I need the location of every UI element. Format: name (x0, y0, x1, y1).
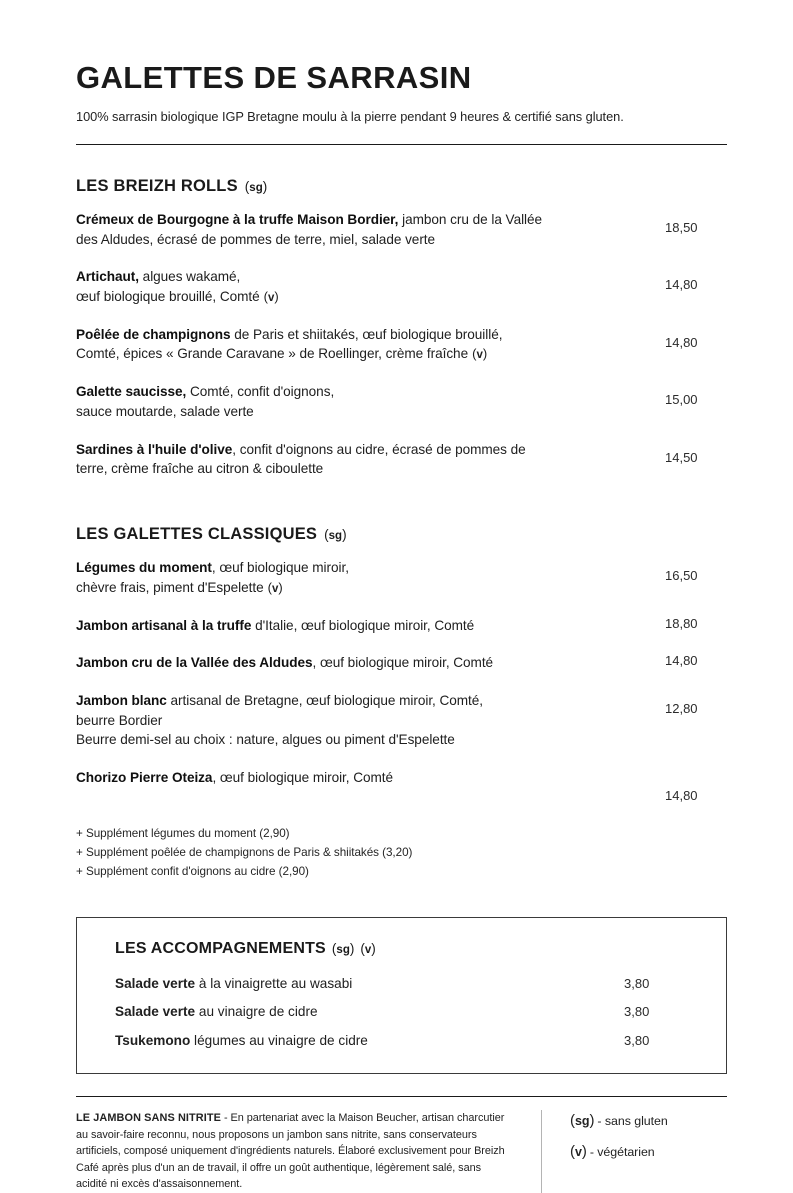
menu-item-desc: jambon cru de la Vallée (398, 211, 543, 227)
menu-item-line (76, 691, 647, 711)
menu-item-name: Jambon artisanal à la truffe (76, 617, 252, 633)
menu-item-text (76, 616, 665, 636)
jambon-note-title: LE JAMBON SANS NITRITE (76, 1112, 221, 1125)
menu-item (76, 440, 727, 479)
accompagnement-row (115, 1002, 696, 1022)
jambon-sans-nitrite-note (76, 1110, 541, 1193)
menu-item-line: beurre Bordier (76, 712, 163, 728)
menu-item-line (76, 382, 647, 402)
supplements-list (76, 825, 727, 882)
accompagnement-text (115, 1002, 624, 1022)
menu-item-desc: , confit d'oignons au cidre, écrasé de pommes de (232, 441, 526, 457)
menu-item-line: chèvre frais, piment d'Espelette (v) (76, 579, 283, 595)
menu-item-text (76, 558, 665, 598)
sans-gluten-icon: (sg) (570, 1112, 595, 1130)
vegetarian-tag: (v) (472, 346, 488, 362)
vegetarian-tag: (v) (263, 288, 279, 304)
menu-item-name: Chorizo Pierre Oteiza (76, 770, 213, 786)
accompagnement-desc: à la vinaigrette au wasabi (195, 976, 353, 992)
accompagnement-desc: au vinaigre de cidre (195, 1004, 318, 1020)
menu-item-text (76, 691, 665, 750)
menu-item-price: 18,80 (665, 615, 698, 631)
sans-gluten-tag: (sg) (331, 941, 355, 957)
menu-item (76, 558, 727, 598)
section-heading (76, 525, 727, 544)
menu-item-name: Artichaut, (76, 269, 139, 285)
vegetarian-tag: (v) (267, 579, 283, 595)
accompagnements-heading-label: LES ACCOMPAGNEMENTS (115, 940, 326, 958)
vegetarian-tag: (v) (360, 941, 376, 957)
sans-gluten-tag: (sg) (324, 527, 347, 543)
menu-item-name: Crémeux de Bourgogne à la truffe Maison Bordier, (76, 211, 399, 227)
menu-item-desc: artisanal de Bretagne, œuf biologique miroir, Comté, (166, 693, 484, 709)
menu-item (76, 267, 727, 307)
accompagnement-text (115, 1031, 624, 1051)
accompagnement-price: 3,80 (624, 1032, 650, 1048)
menu-item (76, 382, 727, 421)
legend-label: - sans gluten (597, 1114, 668, 1129)
menu-item-desc: , œuf biologique miroir, Comté (212, 770, 394, 786)
menu-item-line: terre, crème fraîche au citron & ciboulette (76, 461, 324, 477)
section-breizh-rolls (76, 177, 727, 479)
jambon-note-body: - En partenariat avec la Maison Beucher, artisan charcutier au savoir-faire reconnu, nous proposons un jambon sans nitrite, sans conservateurs artificiels, composé uniquement d'ingrédients naturels. Élaboré exclusivement pour Breizh Café après plus d'un an de travail, il offre un goût authentique, légèrement salé, sans acidité ni excès d'assaisonnement. (76, 1112, 505, 1191)
menu-item-line: sauce moutarde, salade verte (76, 404, 254, 420)
menu-item-line: Beurre demi-sel au choix : nature, algues ou piment d'Espelette (76, 732, 455, 748)
menu-item-line (76, 267, 647, 287)
accompagnement-row (115, 974, 696, 994)
menu-item-price: 12,80 (665, 701, 698, 717)
menu-item-desc: de Paris et shiitakés, œuf biologique brouillé, (230, 326, 503, 342)
menu-item-desc: Comté, confit d'oignons, (186, 384, 335, 400)
footer (76, 1110, 727, 1193)
menu-item-line (76, 558, 647, 578)
legend-row-sans-gluten (570, 1112, 727, 1129)
menu-item (76, 691, 727, 750)
accompagnement-text (115, 974, 624, 994)
supplement-item: + Supplément confit d'oignons au cidre (2,90) (76, 865, 309, 879)
legend-row-vegetarien (570, 1143, 727, 1160)
menu-item-name: Légumes du moment (76, 560, 212, 576)
menu-item-text (76, 440, 665, 479)
supplement-item: + Supplément légumes du moment (2,90) (76, 827, 290, 841)
menu-item-text (76, 653, 665, 673)
section-heading-label: LES GALETTES CLASSIQUES (76, 525, 318, 544)
accompagnement-name: Salade verte (115, 1004, 196, 1020)
menu-item-line (76, 768, 647, 788)
menu-item-price: 14,50 (665, 449, 698, 465)
menu-item-price: 14,80 (665, 653, 698, 669)
accompagnements-box (76, 917, 727, 1074)
menu-item-text (76, 768, 665, 788)
footer-divider (76, 1096, 727, 1097)
header-divider (76, 144, 727, 145)
menu-item (76, 653, 727, 673)
menu-item-line (76, 653, 647, 673)
menu-item (76, 768, 727, 803)
menu-item-desc: , œuf biologique miroir, (211, 560, 349, 576)
accompagnements-heading (115, 940, 696, 958)
section-heading (76, 177, 727, 196)
legend (542, 1110, 727, 1174)
accompagnement-price: 3,80 (624, 1004, 650, 1020)
page-title: GALETTES DE SARRASIN (76, 60, 472, 95)
menu-item-line: des Aldudes, écrasé de pommes de terre, miel, salade verte (76, 231, 436, 247)
menu-item-line: œuf biologique brouillé, Comté (v) (76, 288, 279, 304)
menu-item-list (76, 210, 727, 479)
supplement-item: + Supplément poêlée de champignons de Paris & shiitakés (3,20) (76, 846, 413, 860)
menu-item-price: 18,50 (665, 219, 698, 235)
menu-item-line (76, 440, 647, 460)
menu-item-price: 14,80 (665, 277, 698, 293)
menu-item-text (76, 210, 665, 249)
menu-item-line (76, 325, 647, 345)
accompagnement-desc: légumes au vinaigre de cidre (190, 1032, 368, 1048)
section-galettes-classiques (76, 525, 727, 882)
menu-item-line (76, 210, 647, 230)
accompagnement-price: 3,80 (624, 976, 650, 992)
menu-item-price: 15,00 (665, 392, 698, 408)
section-heading-label: LES BREIZH ROLLS (76, 176, 238, 195)
menu-subtitle: 100% sarrasin biologique IGP Bretagne moulu à la pierre pendant 9 heures & certifié sans gluten. (76, 108, 624, 124)
menu-item-price: 14,80 (665, 788, 698, 804)
menu-item-text (76, 382, 665, 421)
legend-label: - végétarien (589, 1145, 655, 1160)
menu-item-line (76, 616, 647, 636)
vegetarian-icon: (v) (570, 1143, 587, 1161)
accompagnement-row (115, 1031, 696, 1051)
menu-item-list (76, 558, 727, 803)
menu-item (76, 325, 727, 365)
menu-item-text (76, 325, 665, 365)
menu-item-text (76, 267, 665, 307)
menu-item-name: Poêlée de champignons (76, 326, 231, 342)
menu-item-name: Galette saucisse, (76, 384, 187, 400)
menu-item-desc: d'Italie, œuf biologique miroir, Comté (251, 617, 475, 633)
menu-item-price: 14,80 (665, 334, 698, 350)
menu-item-price: 16,50 (665, 568, 698, 584)
menu-item-name: Jambon blanc (76, 693, 167, 709)
accompagnement-name: Salade verte (115, 976, 196, 992)
menu-item-name: Jambon cru de la Vallée des Aldudes (76, 655, 313, 671)
menu-item-line: Comté, épices « Grande Caravane » de Roellinger, crème fraîche (v) (76, 346, 488, 362)
menu-item (76, 210, 727, 249)
menu-item-name: Sardines à l'huile d'olive (76, 441, 233, 457)
accompagnement-name: Tsukemono (115, 1032, 191, 1048)
sans-gluten-tag: (sg) (244, 178, 268, 194)
menu-item (76, 616, 727, 636)
menu-item-desc: algues wakamé, (138, 269, 241, 285)
menu-item-desc: , œuf biologique miroir, Comté (312, 655, 494, 671)
